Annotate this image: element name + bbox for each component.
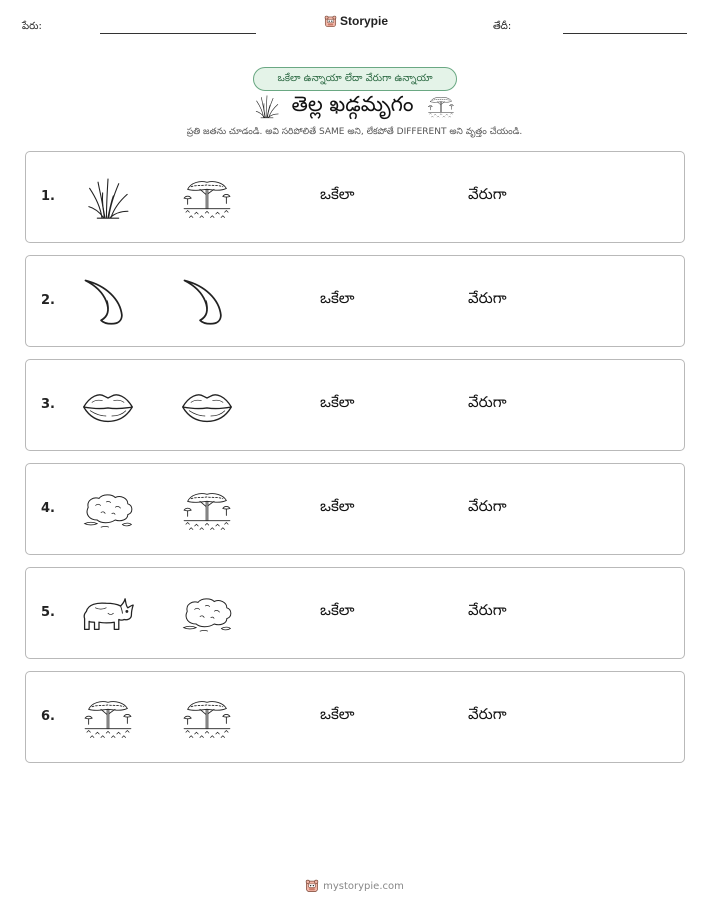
instructions: ప్రతి జతను చూడండి. అవి సరిపోలితే SAME అని, లేకపోతే DIFFERENT అని వృత్తం చేయండి. (186, 127, 523, 137)
savanna-tree-icon (180, 177, 234, 221)
same-option[interactable]: ఒకేలా (320, 705, 355, 723)
picture-left (81, 172, 135, 226)
horn-icon (82, 276, 134, 330)
name-label: పేరు: (22, 21, 42, 32)
same-option[interactable]: ఒకేలా (320, 601, 355, 619)
same-option[interactable]: ఒకేలా (320, 185, 355, 203)
same-option[interactable]: ఒకేలా (320, 497, 355, 515)
lips-icon (180, 389, 234, 425)
picture-left (81, 588, 135, 642)
question-number: 2. (41, 293, 55, 308)
picture-right (180, 276, 234, 330)
date-field-line[interactable] (563, 33, 687, 34)
rhino-icon (81, 594, 135, 636)
different-option[interactable]: వేరుగా (468, 185, 507, 203)
storypie-mascot-icon (305, 879, 319, 893)
different-option[interactable]: వేరుగా (468, 497, 507, 515)
question-card (25, 151, 685, 243)
mud-puddle-icon (81, 491, 135, 531)
question-card (25, 463, 685, 555)
storypie-mascot-icon (324, 15, 337, 28)
picture-right (180, 172, 234, 226)
different-option[interactable]: వేరుగా (468, 705, 507, 723)
page-title: తెల్ల ఖడ్గమృగం (291, 92, 414, 116)
different-option[interactable]: వేరుగా (468, 393, 507, 411)
picture-right (180, 380, 234, 434)
picture-right (180, 484, 234, 538)
same-option[interactable]: ఒకేలా (320, 289, 355, 307)
savanna-tree-icon (81, 697, 135, 741)
savanna-tree-icon (180, 697, 234, 741)
question-number: 6. (41, 709, 55, 724)
subtitle-pill (253, 67, 457, 91)
grass-icon (254, 93, 280, 121)
date-label: తేదీ: (493, 21, 512, 32)
question-card (25, 255, 685, 347)
brand-logo (324, 14, 388, 28)
question-number: 1. (41, 189, 55, 204)
question-card (25, 359, 685, 451)
different-option[interactable]: వేరుగా (468, 289, 507, 307)
brand-name: Storypie (340, 14, 389, 28)
grass-icon (85, 172, 131, 226)
picture-left (81, 380, 135, 434)
same-option[interactable]: ఒకేలా (320, 393, 355, 411)
picture-left (81, 276, 135, 330)
question-card (25, 671, 685, 763)
picture-left (81, 692, 135, 746)
question-number: 5. (41, 605, 55, 620)
name-field-line[interactable] (100, 33, 256, 34)
savanna-tree-icon (180, 489, 234, 533)
lips-icon (81, 389, 135, 425)
picture-right (180, 692, 234, 746)
footer (0, 879, 709, 893)
footer-url[interactable]: mystorypie.com (323, 880, 404, 892)
subtitle-text: ఒకేలా ఉన్నాయా లేదా వేరుగా ఉన్నాయా (277, 73, 433, 84)
picture-right (180, 588, 234, 642)
mud-puddle-icon (180, 595, 234, 635)
picture-left (81, 484, 135, 538)
question-number: 4. (41, 501, 55, 516)
different-option[interactable]: వేరుగా (468, 601, 507, 619)
worksheet-header (0, 0, 709, 40)
question-number: 3. (41, 397, 55, 412)
question-card (25, 567, 685, 659)
horn-icon (181, 276, 233, 330)
savanna-tree-icon (426, 95, 456, 119)
title-row (0, 92, 709, 122)
